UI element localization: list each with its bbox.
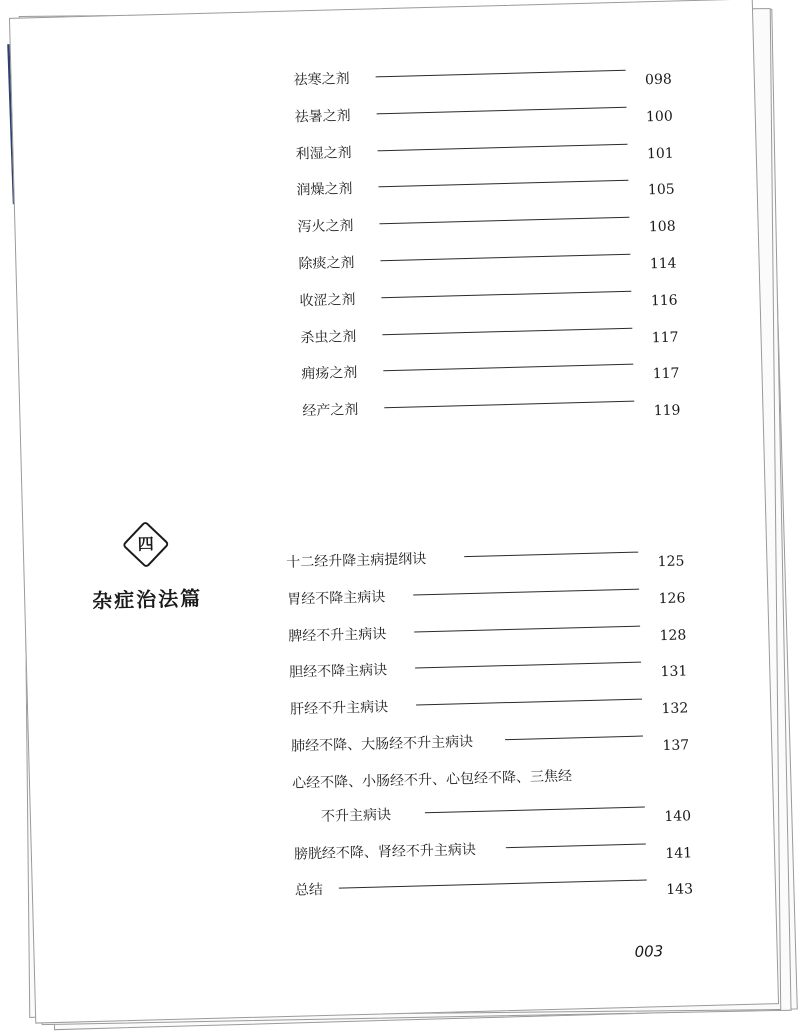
toc-leader-line (378, 143, 628, 151)
toc-entry-page: 117 (651, 329, 679, 346)
page-number: 003 (634, 942, 664, 961)
toc-leader-line (379, 217, 629, 225)
toc-section-b (286, 533, 693, 908)
chapter-number-badge (122, 520, 170, 568)
toc-entry-label: 杀虫之剂 (300, 328, 357, 346)
toc-leader-line (464, 552, 638, 558)
toc-entry-page: 143 (666, 881, 694, 899)
toc-entry-page: 140 (664, 808, 692, 825)
toc-entry-label: 膀胱经不降、肾经不升主病诀 (293, 841, 477, 863)
toc-leader-line (339, 880, 647, 889)
toc-entry-label: 泻火之剂 (297, 218, 354, 236)
toc-entry-label: 痈疡之剂 (301, 365, 358, 383)
toc-leader-line (416, 699, 642, 706)
toc-leader-line (379, 180, 629, 188)
toc-entry-page: 098 (644, 71, 673, 89)
toc-page (9, 0, 779, 1024)
toc-leader-line (415, 662, 641, 669)
toc-leader-line (505, 736, 643, 741)
toc-entry-label: 润燥之剂 (296, 181, 353, 199)
toc-entry-label: 脾经不升主病诀 (288, 625, 387, 645)
toc-entry-page: 114 (649, 255, 677, 273)
toc-entry-label: 除痰之剂 (298, 254, 355, 273)
toc-leader-line (506, 843, 646, 848)
toc-leader-line (383, 364, 633, 372)
toc-entry-label: 祛暑之剂 (294, 107, 351, 126)
toc-entry-label: 胃经不降主病诀 (287, 589, 386, 608)
toc-leader-line (414, 625, 640, 632)
toc-entry-label: 肺经不降、大肠经不升主病诀 (290, 733, 474, 755)
toc-entry-label: 总结 (294, 882, 324, 900)
toc-entry-label: 祛寒之剂 (293, 71, 350, 89)
toc-leader-line (382, 327, 632, 335)
toc-entry-page: 116 (650, 292, 678, 309)
toc-leader-line (425, 806, 645, 813)
toc-entry-page: 101 (646, 145, 674, 162)
toc-entry-page: 119 (653, 402, 681, 420)
chapter-number: 四 (137, 534, 155, 554)
toc-leader-line (380, 254, 630, 262)
toc-entry-page: 128 (659, 626, 687, 644)
toc-entry-page: 126 (658, 590, 686, 607)
toc-entry-label: 利湿之剂 (295, 144, 352, 163)
toc-section-a (293, 52, 681, 430)
toc-leader-line (413, 588, 639, 595)
toc-entry-page: 117 (652, 365, 680, 383)
toc-entry-label: 肝经不升主病诀 (289, 699, 389, 718)
toc-entry-page: 125 (657, 553, 685, 571)
toc-entry-label: 十二经升降主病提纲诀 (286, 551, 427, 571)
toc-entry-label: 心经不降、小肠经不升、心包经不降、三焦经 (291, 768, 573, 792)
toc-entry-page: 132 (661, 700, 689, 718)
toc-entry-page: 131 (660, 663, 688, 681)
toc-entry-label: 经产之剂 (302, 402, 359, 420)
chapter-heading (75, 526, 217, 615)
toc-entry-page: 137 (662, 737, 690, 755)
toc-entry-page: 100 (645, 108, 673, 126)
chapter-title: 杂症治法篇 (91, 586, 203, 613)
toc-entry-page: 141 (665, 844, 693, 862)
toc-entry-label: 收涩之剂 (299, 291, 356, 310)
toc-entry-label: 胆经不降主病诀 (289, 662, 388, 682)
toc-leader-line (377, 107, 627, 115)
toc-entry-page: 108 (648, 218, 676, 236)
toc-entry-page: 105 (647, 181, 675, 199)
toc-leader-line (381, 290, 631, 298)
toc-entry-label: 不升主病诀 (320, 806, 392, 825)
toc-leader-line (384, 401, 634, 409)
toc-leader-line (376, 70, 626, 78)
